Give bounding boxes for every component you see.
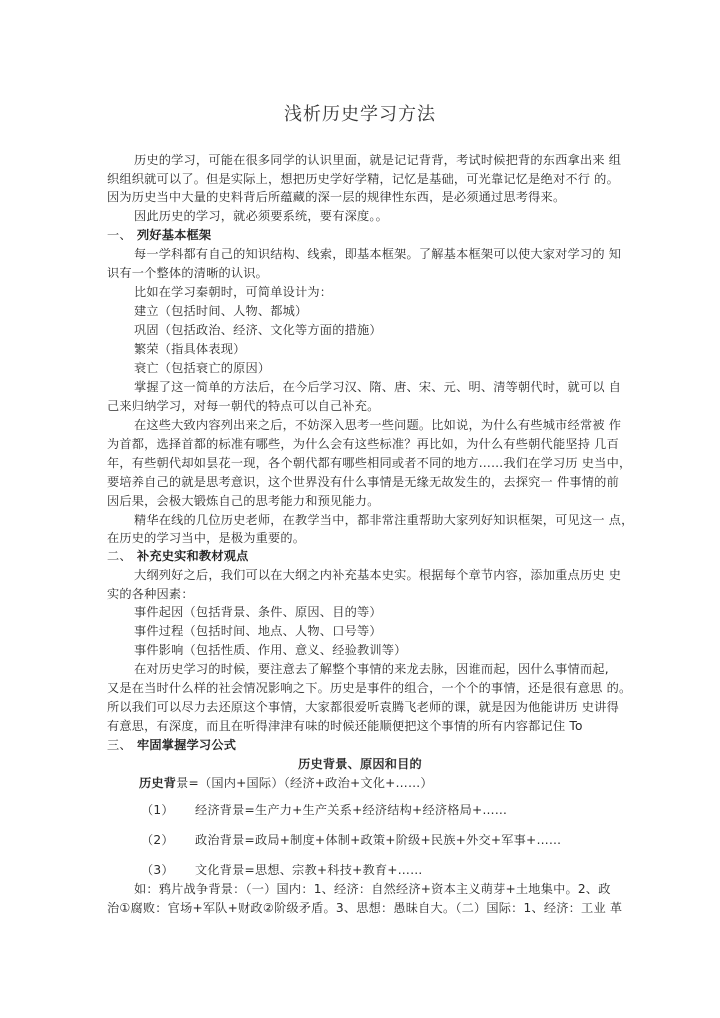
- document-title: 浅析历史学习方法: [284, 104, 436, 125]
- formula-text: 文化背景=思想、宗教+科技+教育+……: [195, 863, 423, 877]
- list-item: 建立（包括时间、人物、都城）: [134, 304, 308, 318]
- paragraph-line: 在这些大致内容列出来之后，不妨深入思考一些问题。比如说，为什么有些城市经常被 作: [134, 418, 622, 432]
- section-heading-3: [107, 737, 617, 753]
- paragraph-line: 实的各种因素：: [107, 587, 194, 601]
- formula-item: [141, 862, 619, 878]
- paragraph-line: 因后果，会极大锻炼自己的思考能力和预见能力。: [107, 494, 380, 508]
- formula-label: （1）: [141, 803, 174, 817]
- formula-text: 经济背景=生产力+生产关系+经济结构+经济格局+……: [195, 803, 508, 817]
- paragraph-line: 因此历史的学习，就必须要系统，要有深度。。: [134, 209, 389, 223]
- paragraph-line: 在历史的学习当中，是极为重要的。: [107, 531, 306, 545]
- formula-main-term: 历史背: [139, 776, 177, 790]
- list-item: 衰亡（包括衰亡的原因）: [134, 361, 271, 375]
- list-item: 繁荣（指具体表现）: [134, 342, 246, 356]
- paragraph-line: 又是在当时什么样的社会情况影响之下。历史是事件的组合，一个个的事情，还是很有意思 的。: [107, 681, 632, 695]
- section-title: 牢固掌握学习公式: [137, 738, 237, 752]
- formula-main-expression: 景=（国内+国际）（经济+政治+文化+……）: [176, 776, 433, 790]
- section-heading-1: [107, 227, 617, 243]
- section-number: 二、: [107, 549, 132, 563]
- paragraph-line: 历史的学习，可能在很多同学的认识里面，就是记记背背，考试时候把背的东西拿出来 组: [134, 153, 622, 167]
- list-item: 事件起因（包括背景、条件、原因、目的等）: [134, 605, 382, 619]
- paragraph-line: 识有一个整体的清晰的认识。: [107, 266, 269, 280]
- paragraph-line: 己来归纳学习，对每一朝代的特点可以自己补充。: [107, 399, 380, 413]
- formula-label: （2）: [141, 833, 174, 847]
- paragraph-line: 年，有些朝代却如昙花一现，各个朝代都有哪些相同或者不同的地方……我们在学习历 史当中，: [107, 456, 632, 470]
- section-heading-2: [107, 548, 617, 564]
- formula-item: [141, 832, 619, 848]
- paragraph-line: 织组织就可以了。但是实际上，想把历史学好学精，记忆是基础，可光靠记忆是绝对不行 的。: [107, 172, 619, 186]
- paragraph-line: 所以我们可以尽力去还原这个事情，大家都很爱听袁腾飞老师的课，就是因为他能讲历 史讲得: [107, 700, 619, 714]
- paragraph-line: 有意思，有深度，而且在听得津津有味的时候还能顺便把这个事情的所有内容都记住 To: [107, 719, 583, 733]
- paragraph-line: 精华在线的几位历史老师，在教学当中，都非常注重帮助大家列好知识框架，可见这一 点，: [134, 513, 634, 527]
- paragraph-line: 因为历史当中大量的史料背后所蕴藏的深一层的规律性东西，是必须通过思考得来。: [107, 190, 566, 204]
- formula-item: [141, 802, 619, 818]
- paragraph-line: 治①腐败：官场+军队+财政②阶级矛盾。3、思想：愚昧自大。（二）国际：1、经济：工业 革: [107, 901, 623, 915]
- formula-main: [139, 775, 619, 791]
- paragraph-line: 在对历史学习的时候，要注意去了解整个事情的来龙去脉，因谁而起，因什么事情而起,: [134, 662, 609, 676]
- section-title: 补充史实和教材观点: [137, 549, 249, 563]
- list-item: 事件影响（包括性质、作用、意义、经验教训等）: [134, 643, 407, 657]
- paragraph-line: 如：鸦片战争背景：（一）国内：1、经济：自然经济+资本主义萌芽+土地集中。2、政: [134, 882, 611, 896]
- paragraph-line: 大纲列好之后，我们可以在大纲之内补充基本史实。根据每个章节内容，添加重点历史 史: [134, 568, 622, 582]
- formula-text: 政治背景=政局+制度+体制+政策+阶级+民族+外交+军事+……: [195, 833, 562, 847]
- paragraph-line: 比如在学习秦朝时，可简单设计为：: [134, 285, 333, 299]
- formula-subheading: 历史背景、原因和目的: [298, 757, 422, 771]
- section-number: 一、: [107, 228, 132, 242]
- list-item: 巩固（包括政治、经济、文化等方面的措施）: [134, 323, 382, 337]
- paragraph-line: 为首都，选择首都的标准有哪些，为什么会有这些标准？再比如，为什么有些朝代能坚持 几百: [107, 437, 619, 451]
- formula-label: （3）: [141, 863, 174, 877]
- paragraph-line: 要培养自己的就是思考意识，这个世界没有什么事情是无缘无故发生的，去探究一 件事情的前: [107, 475, 619, 489]
- paragraph-line: 每一学科都有自己的知识结构、线索，即基本框架。了解基本框架可以使大家对学习的 知: [134, 247, 622, 261]
- list-item: 事件过程（包括时间、地点、人物、口号等）: [134, 624, 382, 638]
- section-number: 三、: [107, 738, 132, 752]
- section-title: 列好基本框架: [137, 228, 212, 242]
- paragraph-line: 掌握了这一简单的方法后，在今后学习汉、隋、唐、宋、元、明、清等朝代时，就可以 自: [134, 380, 622, 394]
